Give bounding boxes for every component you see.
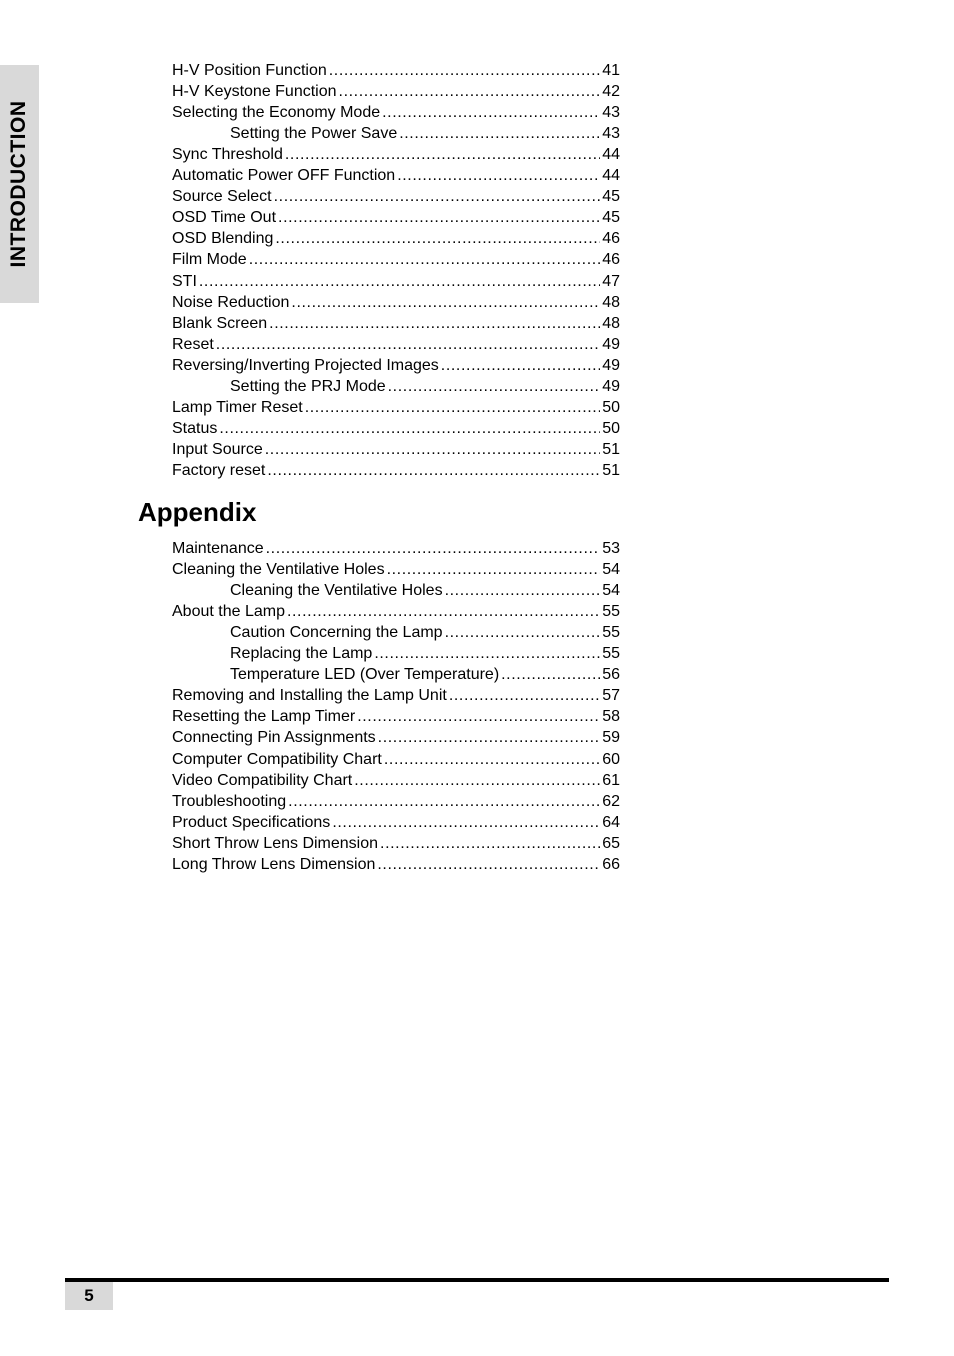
toc-entry-title: Product Specifications xyxy=(172,814,331,831)
toc-entry xyxy=(230,664,620,685)
toc-entry-page: 48 xyxy=(602,315,620,332)
toc-entry-title: Maintenance xyxy=(172,540,264,557)
toc-dot-leader xyxy=(374,643,600,664)
toc-entry xyxy=(172,249,620,270)
toc-entry-page: 59 xyxy=(602,729,620,746)
toc-entry-title: OSD Time Out xyxy=(172,209,277,226)
toc-entry-page: 55 xyxy=(602,624,620,641)
toc-dot-leader xyxy=(285,144,600,165)
toc-dot-leader xyxy=(378,727,601,748)
toc-entry xyxy=(172,355,620,376)
toc-dot-leader xyxy=(441,355,600,376)
toc-entry-page: 49 xyxy=(602,378,620,395)
toc-entry-page: 43 xyxy=(602,104,620,121)
toc-entry xyxy=(172,854,620,875)
toc-entry-title: Short Throw Lens Dimension xyxy=(172,835,379,852)
toc-dot-leader xyxy=(199,271,600,292)
toc-dot-leader xyxy=(278,207,600,228)
toc-entry-page: 56 xyxy=(602,666,620,683)
toc-dot-leader xyxy=(354,770,600,791)
toc-entry-page: 50 xyxy=(602,420,620,437)
toc-entry-page: 47 xyxy=(602,273,620,290)
toc-entry xyxy=(172,81,620,102)
toc-entry-page: 55 xyxy=(602,603,620,620)
toc-dot-leader xyxy=(449,685,600,706)
toc-entry-page: 61 xyxy=(602,772,620,789)
toc-entry-page: 55 xyxy=(602,645,620,662)
toc-entry-page: 58 xyxy=(602,708,620,725)
toc-entry-title: Caution Concerning the Lamp xyxy=(230,624,443,641)
toc-dot-leader xyxy=(291,292,600,313)
toc-entry xyxy=(230,580,620,601)
toc-entry xyxy=(172,397,620,418)
toc-entry-title: STI xyxy=(172,273,197,290)
toc-dot-leader xyxy=(249,249,601,270)
toc-entry xyxy=(172,812,620,833)
toc-dot-leader xyxy=(382,102,600,123)
toc-entry xyxy=(172,538,620,559)
toc-dot-leader xyxy=(357,706,600,727)
toc-entry-title: Cleaning the Ventilative Holes xyxy=(230,582,443,599)
toc-entry-page: 46 xyxy=(602,251,620,268)
toc-entry xyxy=(230,376,620,397)
toc-dot-leader xyxy=(387,559,601,580)
toc-entry-page: 51 xyxy=(602,441,620,458)
toc-entry-title: Long Throw Lens Dimension xyxy=(172,856,376,873)
toc-entry xyxy=(230,123,620,144)
toc-entry-title: Reset xyxy=(172,336,214,353)
toc-entry xyxy=(172,292,620,313)
toc-entry-page: 41 xyxy=(602,62,620,79)
toc-entry xyxy=(172,418,620,439)
toc-entry-page: 43 xyxy=(602,125,620,142)
toc-dot-leader xyxy=(267,460,600,481)
toc-entry-title: Setting the Power Save xyxy=(230,125,398,142)
toc-entry xyxy=(172,685,620,706)
page-number: 5 xyxy=(65,1282,113,1310)
toc-entry-page: 53 xyxy=(602,540,620,557)
toc-entry-page: 42 xyxy=(602,83,620,100)
appendix-heading: Appendix xyxy=(138,497,257,527)
toc-entry-title: Troubleshooting xyxy=(172,793,287,810)
toc-entry-page: 49 xyxy=(602,357,620,374)
toc-entry-title: Removing and Installing the Lamp Unit xyxy=(172,687,447,704)
toc-entry xyxy=(172,207,620,228)
toc-entry xyxy=(172,334,620,355)
toc-entry xyxy=(172,102,620,123)
toc-dot-leader xyxy=(216,334,600,355)
toc-entry-title: Resetting the Lamp Timer xyxy=(172,708,356,725)
toc-dot-leader xyxy=(445,622,601,643)
chapter-side-tab xyxy=(0,65,39,303)
toc-entry xyxy=(172,271,620,292)
toc-entry xyxy=(172,770,620,791)
toc-dot-leader xyxy=(269,313,600,334)
toc-entry-title: Sync Threshold xyxy=(172,146,283,163)
toc-entry xyxy=(172,144,620,165)
toc-entry-page: 46 xyxy=(602,230,620,247)
toc-entry-title: Status xyxy=(172,420,218,437)
toc-entry-title: About the Lamp xyxy=(172,603,285,620)
toc-dot-leader xyxy=(388,376,601,397)
toc-entry-title: Temperature LED (Over Temperature) xyxy=(230,666,500,683)
toc-entry-title: OSD Blending xyxy=(172,230,274,247)
toc-entry-page: 54 xyxy=(602,582,620,599)
toc-dot-leader xyxy=(377,854,600,875)
toc-entry-title: Connecting Pin Assignments xyxy=(172,729,376,746)
toc-entry-page: 65 xyxy=(602,835,620,852)
toc-dot-leader xyxy=(274,186,601,207)
toc-entry-page: 62 xyxy=(602,793,620,810)
toc-entry xyxy=(172,60,620,81)
toc-entry-title: Reversing/Inverting Projected Images xyxy=(172,357,439,374)
toc-entry-title: Selecting the Economy Mode xyxy=(172,104,381,121)
toc-dot-leader xyxy=(288,791,600,812)
toc-entry-page: 44 xyxy=(602,146,620,163)
toc-dot-leader xyxy=(399,123,600,144)
toc-entry-title: Lamp Timer Reset xyxy=(172,399,303,416)
toc-entry xyxy=(172,791,620,812)
toc-entry xyxy=(172,749,620,770)
toc-entry-page: 60 xyxy=(602,751,620,768)
toc-entry xyxy=(172,460,620,481)
toc-entry xyxy=(172,706,620,727)
chapter-side-tab-label: INTRODUCTION xyxy=(7,100,30,268)
toc-entry xyxy=(230,643,620,664)
toc-dot-leader xyxy=(339,81,601,102)
toc-entry xyxy=(230,622,620,643)
toc-dot-leader xyxy=(275,228,600,249)
toc-entry xyxy=(172,313,620,334)
toc-dot-leader xyxy=(219,418,600,439)
toc-entry xyxy=(172,186,620,207)
toc-dot-leader xyxy=(445,580,601,601)
toc-entry-title: Replacing the Lamp xyxy=(230,645,373,662)
toc-entry-title: Automatic Power OFF Function xyxy=(172,167,396,184)
toc-entry-title: Computer Compatibility Chart xyxy=(172,751,382,768)
toc-dot-leader xyxy=(266,538,601,559)
toc-entry-title: Film Mode xyxy=(172,251,247,268)
toc-dot-leader xyxy=(332,812,600,833)
toc-entry-page: 54 xyxy=(602,561,620,578)
toc-dot-leader xyxy=(397,165,600,186)
toc-entry xyxy=(172,727,620,748)
toc-entry-title: Source Select xyxy=(172,188,272,205)
toc-entry-page: 66 xyxy=(602,856,620,873)
toc-dot-leader xyxy=(501,664,600,685)
toc-entry-page: 50 xyxy=(602,399,620,416)
toc-entry xyxy=(172,559,620,580)
toc-entry-page: 45 xyxy=(602,188,620,205)
toc-entry xyxy=(172,601,620,622)
toc-entry-title: H-V Keystone Function xyxy=(172,83,337,100)
toc-entry-page: 64 xyxy=(602,814,620,831)
toc-entry-page: 48 xyxy=(602,294,620,311)
toc-entry-title: Blank Screen xyxy=(172,315,268,332)
toc-dot-leader xyxy=(305,397,600,418)
footer-rule xyxy=(65,1278,889,1282)
toc-dot-leader xyxy=(287,601,600,622)
toc-entry xyxy=(172,439,620,460)
toc-entry xyxy=(172,833,620,854)
toc-entry-title: H-V Position Function xyxy=(172,62,327,79)
toc-dot-leader xyxy=(329,60,600,81)
toc-entry-title: Cleaning the Ventilative Holes xyxy=(172,561,385,578)
toc-entry-title: Setting the PRJ Mode xyxy=(230,378,386,395)
toc-dot-leader xyxy=(384,749,600,770)
toc-entry-title: Video Compatibility Chart xyxy=(172,772,353,789)
toc-entry xyxy=(172,228,620,249)
toc-dot-leader xyxy=(380,833,600,854)
toc-entry-page: 57 xyxy=(602,687,620,704)
toc-entry-title: Noise Reduction xyxy=(172,294,290,311)
toc-dot-leader xyxy=(265,439,600,460)
toc-entry xyxy=(172,165,620,186)
toc-entry-title: Input Source xyxy=(172,441,263,458)
toc-entry-page: 45 xyxy=(602,209,620,226)
toc-entry-page: 49 xyxy=(602,336,620,353)
toc-entry-page: 44 xyxy=(602,167,620,184)
toc-entry-title: Factory reset xyxy=(172,462,266,479)
toc-entry-page: 51 xyxy=(602,462,620,479)
